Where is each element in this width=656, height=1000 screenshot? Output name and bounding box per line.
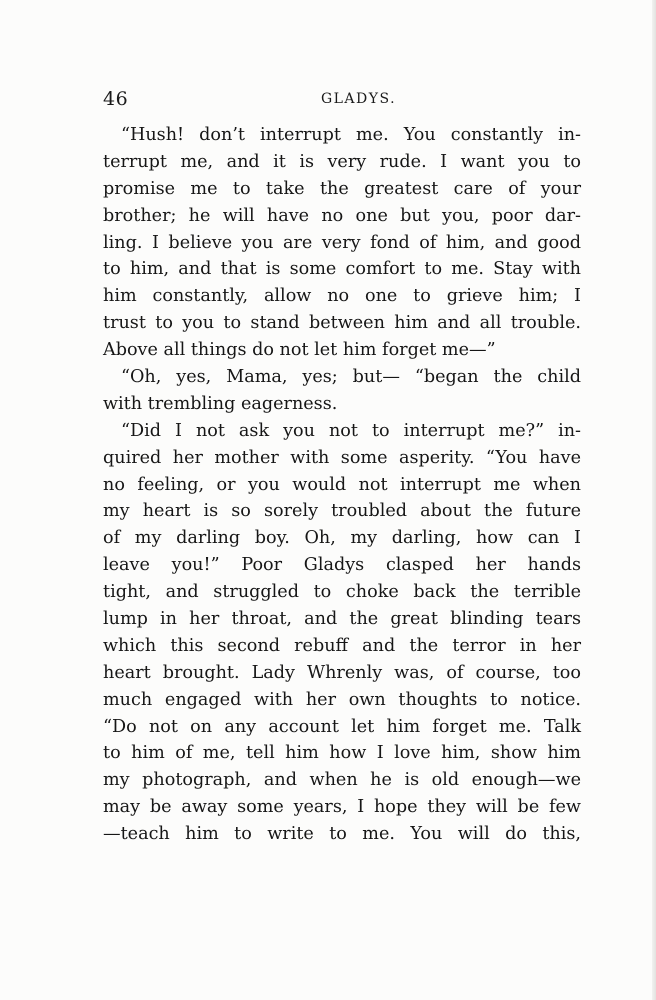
running-title: GLADYS. — [320, 91, 397, 107]
text-line: heart brought. Lady Whrenly was, of course, too — [103, 662, 581, 683]
text-line: leave you!” Poor Gladys clasped her hands — [103, 555, 581, 576]
text-line: to him of me, tell him how I love him, show him — [103, 743, 581, 764]
text-line: my heart is so sorely troubled about the future — [103, 501, 581, 522]
text-line: promise me to take the greatest care of your — [103, 178, 581, 199]
text-line: to him, and that is some comfort to me. Stay with — [103, 259, 581, 280]
body-text — [103, 122, 581, 848]
text-line: quired her mother with some asperity. “You have — [103, 447, 581, 468]
text-line: “Did I not ask you not to interrupt me?” in- — [121, 420, 581, 441]
text-line: Above all things do not let him forget me—” — [103, 340, 496, 361]
text-line: “Do not on any account let him forget me. Talk — [103, 716, 581, 737]
text-line: “Oh, yes, Mama, yes; but— “began the child — [121, 367, 581, 388]
text-line: much engaged with her own thoughts to notice. — [103, 689, 581, 710]
page-edge-shadow — [652, 0, 656, 1000]
text-line: “Hush! don’t interrupt me. You constantly in- — [121, 125, 581, 145]
text-line: which this second rebuff and the terror in her — [103, 635, 581, 656]
running-head — [103, 88, 578, 112]
text-line: ling. I believe you are very fond of him, and good — [103, 232, 581, 253]
text-line: my photograph, and when he is old enough—we — [103, 770, 581, 791]
text-line: him constantly, allow no one to grieve him; I — [103, 286, 581, 307]
text-line: may be away some years, I hope they will be few — [103, 797, 581, 818]
text-line: —teach him to write to me. You will do this, — [103, 824, 581, 845]
text-line: no feeling, or you would not interrupt me when — [103, 474, 581, 495]
text-line: brother; he will have no one but you, poor dar- — [103, 205, 581, 226]
text-line: terrupt me, and it is very rude. I want you to — [103, 151, 581, 172]
text-line: of my darling boy. Oh, my darling, how can I — [103, 528, 581, 549]
text-line: tight, and struggled to choke back the terrible — [103, 582, 581, 603]
text-line: lump in her throat, and the great blinding tears — [103, 609, 581, 630]
text-line: trust to you to stand between him and all trouble. — [103, 313, 581, 334]
page-number: 46 — [103, 88, 129, 110]
text-line: with trembling eagerness. — [103, 393, 338, 414]
